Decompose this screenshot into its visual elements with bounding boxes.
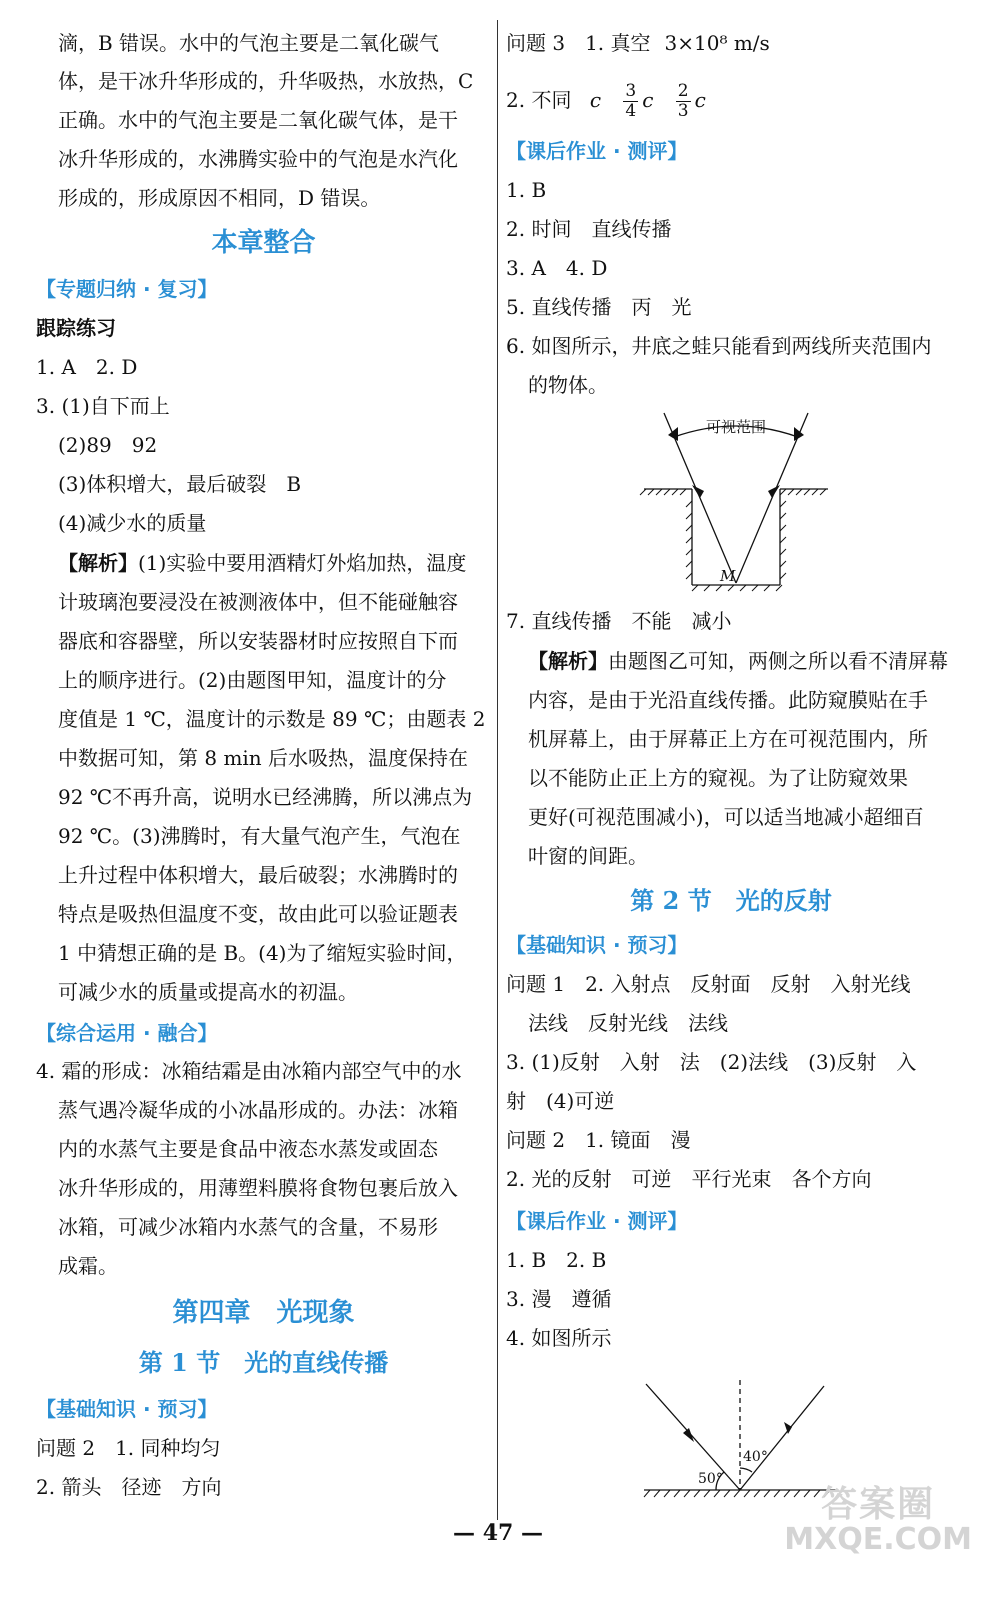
- answer-line: 问题 1 2. 入射点 反射面 反射 入射光线: [506, 972, 911, 996]
- analysis-line: [58, 548, 466, 578]
- angle-40-label: 40°: [743, 1449, 768, 1465]
- answer-line: 4. 霜的形成：冰箱结霜是由冰箱内部空气中的水: [36, 1059, 462, 1083]
- tag-homework: 【课后作业 · 测评】: [506, 139, 688, 163]
- answer-line: 7. 直线传播 不能 减小: [506, 609, 732, 633]
- answer-line: 问题 2 1. 同种均匀: [36, 1436, 221, 1460]
- fraction-3-4: $\frac{3}{4}$: [625, 81, 637, 121]
- answer-line: 3. 漫 遵循: [506, 1287, 612, 1311]
- answer-line: 2. 箭头 径迹 方向: [36, 1475, 222, 1499]
- point-m-label: M: [720, 567, 736, 585]
- answer-line: (4)减少水的质量: [58, 511, 207, 535]
- text-line: 形成的，形成原因不相同，D 错误。: [58, 186, 381, 210]
- tracking-title: 跟踪练习: [36, 316, 116, 340]
- answer-line: 3. (1)反射 入射 法 (2)法线 (3)反射 入: [506, 1050, 917, 1074]
- chapter-summary-title: 本章整合: [211, 228, 316, 258]
- well-frog-diagram: [636, 405, 836, 595]
- answer-line: 问题 2 1. 镜面 漫: [506, 1128, 691, 1152]
- answer-prefix: 2. 不同: [506, 88, 572, 112]
- symbol-c: c: [694, 88, 706, 112]
- text-line: 冰升华形成的，水沸腾实验中的气泡是水汽化: [58, 147, 458, 171]
- answer-line: 射 (4)可逆: [506, 1089, 615, 1113]
- analysis-line: 可减少水的质量或提高水的初温。: [58, 980, 358, 1004]
- analysis-line: 92 ℃不再升高，说明水已经沸腾，所以沸点为: [58, 785, 473, 809]
- tag-review: 【专题归纳 · 复习】: [36, 277, 218, 301]
- analysis-line: 计玻璃泡要浸没在被测液体中，但不能碰触容: [58, 590, 458, 614]
- answer-line: (3)体积增大，最后破裂 B: [58, 472, 302, 496]
- answer-line: 4. 如图所示: [506, 1326, 612, 1350]
- analysis-tag: 【解析】: [528, 649, 608, 673]
- visible-range-label: 可视范围: [705, 418, 767, 436]
- answer-line: 5. 直线传播 丙 光: [506, 295, 692, 319]
- analysis-tag: 【解析】: [58, 551, 138, 575]
- section2-title: 第 2 节 光的反射: [630, 886, 832, 915]
- analysis-line: 92 ℃。(3)沸腾时，有大量气泡产生，气泡在: [58, 824, 461, 848]
- page-number: — 47 —: [453, 1520, 543, 1546]
- answer-line: 冰升华形成的，用薄塑料膜将食物包裹后放入: [58, 1176, 458, 1200]
- answer-line: (2)89 92: [58, 433, 158, 457]
- answer-line: 1. A 2. D: [36, 355, 138, 379]
- angle-50-label: 50°: [698, 1471, 723, 1487]
- symbol-c: c: [589, 88, 602, 112]
- analysis-line: 机屏幕上，由于屏幕正上方在可视范围内，所: [528, 727, 928, 751]
- analysis-line: 上升过程中体积增大，最后破裂；水沸腾时的: [58, 863, 458, 887]
- answer-line: 2. 光的反射 可逆 平行光束 各个方向: [506, 1167, 872, 1191]
- answer-line: 蒸气遇冷凝华成的小冰晶形成的。办法：冰箱: [58, 1098, 458, 1122]
- answer-line: 2. 时间 直线传播: [506, 217, 672, 241]
- tag-apply: 【综合运用 · 融合】: [36, 1021, 218, 1045]
- answer-line: [506, 78, 706, 122]
- answer-line: 1. B 2. B: [506, 1248, 607, 1272]
- answer-line: [506, 28, 770, 58]
- chapter4-title: 第四章 光现象: [172, 1298, 355, 1328]
- fraction-2-3: $\frac{2}{3}$: [677, 81, 689, 121]
- analysis-text: (1)实验中要用酒精灯外焰加热，温度: [138, 551, 467, 575]
- text-line: 正确。水中的气泡主要是二氧化碳气体，是干: [58, 108, 458, 132]
- section1-title: 第 1 节 光的直线传播: [138, 1348, 389, 1377]
- analysis-line: 内容，是由于光沿直线传播。此防窥膜贴在手: [528, 688, 928, 712]
- text-line: 滴，B 错误。水中的气泡主要是二氧化碳气: [58, 31, 440, 55]
- analysis-line: 上的顺序进行。(2)由题图甲知，温度计的分: [58, 668, 447, 692]
- analysis-line: 度值是 1 ℃，温度计的示数是 89 ℃；由题表 2: [58, 707, 486, 731]
- answer-line: 3. A 4. D: [506, 256, 608, 280]
- tag-homework: 【课后作业 · 测评】: [506, 1209, 688, 1233]
- text-line: 体，是干冰升华形成的，升华吸热，水放热，C: [58, 69, 474, 93]
- answer-line: 法线 反射光线 法线: [528, 1011, 728, 1035]
- analysis-line: 叶窗的间距。: [528, 844, 648, 868]
- answer-line: 成霜。: [58, 1254, 118, 1278]
- symbol-c: c: [642, 88, 654, 112]
- tag-basic: 【基础知识 · 预习】: [506, 933, 688, 957]
- answer-line: 3. (1)自下而上: [36, 394, 170, 418]
- answer-line: 冰箱，可减少冰箱内水蒸气的含量，不易形: [58, 1215, 438, 1239]
- column-divider: [497, 20, 498, 1520]
- question-label: 问题 3 1. 真空: [506, 31, 651, 55]
- analysis-line: 以不能防止正上方的窥视。为了让防窥效果: [528, 766, 908, 790]
- analysis-line: [528, 646, 948, 676]
- analysis-line: 更好(可视范围减小)，可以适当地减小超细百: [528, 805, 924, 829]
- analysis-text: 由题图乙可知，两侧之所以看不清屏幕: [608, 649, 948, 673]
- answer-line: 内的水蒸气主要是食品中液态水蒸发或固态: [58, 1137, 438, 1161]
- answer-line: 1. B: [506, 178, 547, 202]
- analysis-line: 1 中猜想正确的是 B。(4)为了缩短实验时间，: [58, 941, 467, 965]
- analysis-line: 中数据可知，第 8 min 后水吸热，温度保持在: [58, 746, 469, 770]
- tag-basic: 【基础知识 · 预习】: [36, 1397, 218, 1421]
- answer-line: 的物体。: [528, 373, 608, 397]
- answer-line: 6. 如图所示，井底之蛙只能看到两线所夹范围内: [506, 334, 932, 358]
- analysis-line: 特点是吸热但温度不变，故由此可以验证题表: [58, 902, 458, 926]
- analysis-line: 器底和容器壁，所以安装器材时应按照自下而: [58, 629, 458, 653]
- watermark-logo: 答案圈 MXQE.COM: [784, 1484, 972, 1557]
- speed-of-light: 3×10⁸ m/s: [664, 31, 770, 55]
